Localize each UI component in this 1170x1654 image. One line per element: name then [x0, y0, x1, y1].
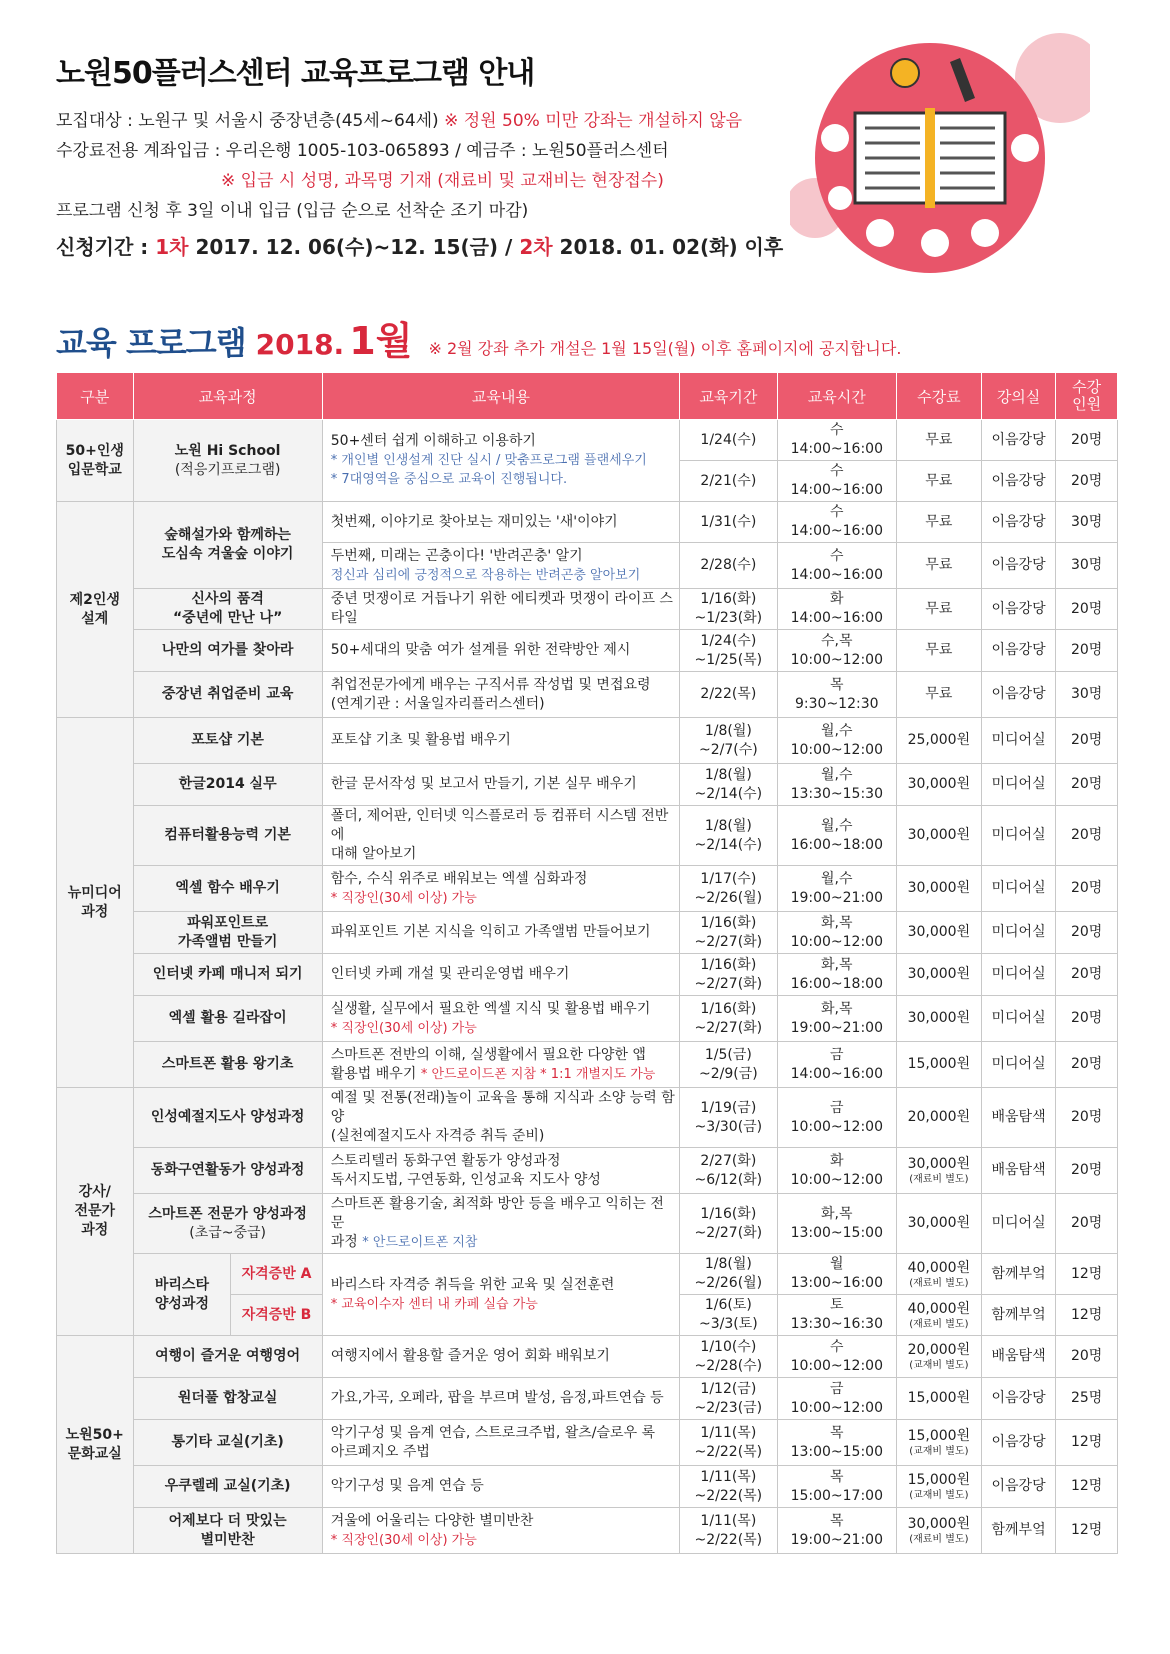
- fee: 30,000원: [896, 954, 981, 996]
- time: 월,수 19:00~21:00: [777, 866, 896, 912]
- desc-text: 스마트폰 활용기술, 최적화 방안 등을 배우고 익히는 전문: [330, 1196, 664, 1231]
- period: 1/11(목) ~2/22(목): [679, 1508, 777, 1554]
- course-desc: [322, 1254, 679, 1336]
- table-row: [57, 420, 1118, 461]
- course-desc: 악기구성 및 음계 연습, 스트로크주법, 왈츠/슬로우 록 아르페지오 주법: [322, 1420, 679, 1466]
- capacity: 20명: [1056, 420, 1118, 461]
- table-row: [57, 589, 1118, 630]
- time: 화,목 19:00~21:00: [777, 996, 896, 1042]
- desc-note: * 개인별 인생설계 진단 실시 / 맞춤프로그램 플랜세우기: [330, 453, 647, 468]
- deposit-line: 프로그램 신청 후 3일 이내 입금 (입금 순으로 선착순 조기 마감): [56, 201, 529, 221]
- fee: 30,000원: [896, 996, 981, 1042]
- desc-note: * 직장인(30세 이상) 가능: [330, 1532, 477, 1548]
- room: 함께부엌: [981, 1508, 1055, 1554]
- capacity: 12명: [1056, 1295, 1118, 1336]
- course-name: 엑셀 활용 길라잡이: [133, 996, 322, 1042]
- fee: 30,000원: [896, 1194, 981, 1254]
- course-desc: 스토리텔러 동화구연 활동가 양성과정 독서지도법, 구연동화, 인성교육 지도사 양성: [322, 1148, 679, 1194]
- capacity: 20명: [1056, 1042, 1118, 1088]
- room: 미디어실: [981, 996, 1055, 1042]
- desc-note: * 직장인(30세 이상) 가능: [330, 1020, 477, 1036]
- room: 이음강당: [981, 502, 1055, 543]
- capacity: 20명: [1056, 996, 1118, 1042]
- course-name: 인성예절지도사 양성과정: [133, 1088, 322, 1148]
- period: 1/17(수) ~2/26(월): [679, 866, 777, 912]
- fee-note: (재료비 별도): [909, 1277, 969, 1289]
- capacity: 20명: [1056, 912, 1118, 954]
- table-row: [57, 1378, 1118, 1420]
- room: 미디어실: [981, 1194, 1055, 1254]
- desc-note: * 7대영역을 중심으로 교육이 진행됩니다.: [330, 472, 568, 487]
- table-row: [57, 1148, 1118, 1194]
- room: 배움탐색: [981, 1336, 1055, 1378]
- course-name: [133, 1194, 322, 1254]
- capacity: 20명: [1056, 954, 1118, 996]
- capacity: 12명: [1056, 1254, 1118, 1295]
- table-row: [57, 672, 1118, 718]
- round1-dates: 2017. 12. 06(수)~12. 15(금) /: [195, 235, 513, 259]
- time: 화,목 10:00~12:00: [777, 912, 896, 954]
- table-row: [57, 1336, 1118, 1378]
- time: 토 13:30~16:30: [777, 1295, 896, 1336]
- col-content: 교육내용: [322, 373, 679, 420]
- table-row: [57, 806, 1118, 866]
- time: 화,목 16:00~18:00: [777, 954, 896, 996]
- course-desc: [322, 1042, 679, 1088]
- course-title: 노원 Hi School: [174, 442, 281, 459]
- person-icon: [866, 219, 894, 247]
- desc-note: * 직장인(30세 이상) 가능: [330, 890, 477, 906]
- period: 1/24(수): [679, 420, 777, 461]
- period: 2/22(목): [679, 672, 777, 718]
- col-category: 구분: [57, 373, 134, 420]
- target-label: 모집대상 : 노원구 및 서울시 중장년층(45세~64세): [56, 111, 439, 131]
- course-title: 스마트폰 전문가 양성과정: [148, 1205, 307, 1222]
- target-line: [56, 106, 816, 136]
- round2-label: 2차: [519, 235, 553, 259]
- subtitle-month: 1월: [349, 319, 413, 363]
- capacity: 20명: [1056, 718, 1118, 764]
- fee: 20,000원: [896, 1088, 981, 1148]
- course-name: 어제보다 더 맛있는 별미반찬: [133, 1508, 322, 1554]
- time: 수 14:00~16:00: [777, 461, 896, 502]
- room: 이음강당: [981, 1378, 1055, 1420]
- room: 함께부엌: [981, 1254, 1055, 1295]
- period: 1/16(화) ~2/27(화): [679, 1194, 777, 1254]
- group-label: 노원50+ 문화교실: [57, 1336, 134, 1554]
- fee-note: (교재비 별도): [909, 1446, 969, 1457]
- course-name: 숲해설가와 함께하는 도심속 겨울숲 이야기: [133, 502, 322, 589]
- fee: 30,000원: [896, 912, 981, 954]
- capacity: 30명: [1056, 672, 1118, 718]
- globe-icon: [891, 59, 919, 87]
- fee: [896, 1508, 981, 1554]
- course-name: 파워포인트로 가족앨범 만들기: [133, 912, 322, 954]
- subtitle-note: ※ 2월 강좌 추가 개설은 1월 15일(월) 이후 홈페이지에 공지합니다.: [428, 339, 902, 358]
- application-period: [56, 230, 816, 264]
- time: 수 10:00~12:00: [777, 1336, 896, 1378]
- person-icon: [828, 186, 852, 210]
- fee-note: (재료비 별도): [909, 1534, 969, 1545]
- capacity: 20명: [1056, 461, 1118, 502]
- group-label: 제2인생 설계: [57, 502, 134, 718]
- period: 2/27(화) ~6/12(화): [679, 1148, 777, 1194]
- period: 1/24(수) ~1/25(목): [679, 630, 777, 672]
- course-name: 중장년 취업준비 교육: [133, 672, 322, 718]
- desc-text: 50+센터 쉽게 이해하고 이용하기: [330, 433, 536, 449]
- fee: 25,000원: [896, 718, 981, 764]
- course-name: 신사의 품격 “중년에 만난 나”: [133, 589, 322, 630]
- course-name: 우쿠렐레 교실(기초): [133, 1466, 322, 1508]
- course-desc: 50+세대의 맞춤 여가 설계를 위한 전략방안 제시: [322, 630, 679, 672]
- room: 이음강당: [981, 672, 1055, 718]
- table-row: [57, 1466, 1118, 1508]
- time: 수 14:00~16:00: [777, 502, 896, 543]
- fee-value: 20,000원: [907, 1342, 971, 1358]
- course-desc: 중년 멋쟁이로 거듭나기 위한 에티켓과 멋쟁이 라이프 스타일: [322, 589, 679, 630]
- time: 화 10:00~12:00: [777, 1148, 896, 1194]
- period: 1/6(토) ~3/3(토): [679, 1295, 777, 1336]
- period: 1/8(월) ~2/14(수): [679, 764, 777, 806]
- period: 1/11(목) ~2/22(목): [679, 1466, 777, 1508]
- course-desc: 인터넷 카페 개설 및 관리운영법 배우기: [322, 954, 679, 996]
- capacity: 20명: [1056, 589, 1118, 630]
- fee-value: 40,000원: [907, 1300, 971, 1317]
- fee: 30,000원: [896, 764, 981, 806]
- time: 월,수 13:30~15:30: [777, 764, 896, 806]
- time: 금 10:00~12:00: [777, 1088, 896, 1148]
- col-course: 교육과정: [133, 373, 322, 420]
- col-capacity: 수강 인원: [1056, 373, 1118, 420]
- time: 월,수 16:00~18:00: [777, 806, 896, 866]
- course-desc: 한글 문서작성 및 보고서 만들기, 기본 실무 배우기: [322, 764, 679, 806]
- table-row: [57, 912, 1118, 954]
- course-name: 바리스타 양성과정: [133, 1254, 231, 1336]
- capacity: 20명: [1056, 764, 1118, 806]
- fee: 무료: [896, 589, 981, 630]
- period: 1/12(금) ~2/23(금): [679, 1378, 777, 1420]
- account-note: ※ 입금 시 성명, 과목명 기재 (재료비 및 교재비는 현장접수): [221, 171, 664, 191]
- course-desc: 취업전문가에게 배우는 구직서류 작성법 및 면접요령 (연계기관 : 서울일자리플러스센터): [322, 672, 679, 718]
- course-name: 포토샵 기본: [133, 718, 322, 764]
- time: 수 14:00~16:00: [777, 543, 896, 589]
- page-title: 노원50플러스센터 교육프로그램 안내: [56, 56, 535, 91]
- room: 미디어실: [981, 954, 1055, 996]
- fee-value: 30,000원: [907, 1516, 971, 1532]
- time: 월 13:00~16:00: [777, 1254, 896, 1295]
- table-header: [57, 373, 1118, 420]
- table-row: [57, 630, 1118, 672]
- period: 1/8(월) ~2/7(수): [679, 718, 777, 764]
- table-row: [57, 866, 1118, 912]
- fee: [896, 1254, 981, 1295]
- period: 1/16(화) ~2/27(화): [679, 954, 777, 996]
- course-desc: [322, 1508, 679, 1554]
- capacity: 12명: [1056, 1466, 1118, 1508]
- course-name: 나만의 여가를 찾아라: [133, 630, 322, 672]
- capacity: 12명: [1056, 1420, 1118, 1466]
- room: 이음강당: [981, 543, 1055, 589]
- course-name: 통기타 교실(기초): [133, 1420, 322, 1466]
- room: 이음강당: [981, 461, 1055, 502]
- group-label: 50+인생 입문학교: [57, 420, 134, 502]
- time: 화,목 13:00~15:00: [777, 1194, 896, 1254]
- room: 미디어실: [981, 764, 1055, 806]
- period: 1/8(월) ~2/26(월): [679, 1254, 777, 1295]
- capacity: 20명: [1056, 1336, 1118, 1378]
- group-label: 뉴미디어 과정: [57, 718, 134, 1088]
- time: 목 13:00~15:00: [777, 1420, 896, 1466]
- fee: [896, 1148, 981, 1194]
- round1-label: 1차: [155, 235, 189, 259]
- fee: 무료: [896, 461, 981, 502]
- desc-text: 두번째, 미래는 곤충이다! '반려곤충' 알기: [330, 547, 583, 564]
- person-icon: [1011, 134, 1039, 162]
- room: 이음강당: [981, 589, 1055, 630]
- course-name: 동화구연활동가 양성과정: [133, 1148, 322, 1194]
- fee: [896, 1466, 981, 1508]
- course-subname: 자격증반 A: [231, 1254, 322, 1295]
- fee-note: (교재비 별도): [909, 1490, 969, 1501]
- course-name: 원더풀 합창교실: [133, 1378, 322, 1420]
- time: 월,수 10:00~12:00: [777, 718, 896, 764]
- course-name: 엑셀 함수 배우기: [133, 866, 322, 912]
- table-row: [57, 1420, 1118, 1466]
- course-desc: [322, 1194, 679, 1254]
- course-desc: 여행지에서 활용할 즐거운 영어 회화 배워보기: [322, 1336, 679, 1378]
- course-subtitle: (초급~중급): [189, 1224, 267, 1241]
- capacity: 20명: [1056, 1194, 1118, 1254]
- desc-text: 과정: [330, 1234, 358, 1250]
- capacity: 20명: [1056, 630, 1118, 672]
- time: 수 14:00~16:00: [777, 420, 896, 461]
- room: 미디어실: [981, 806, 1055, 866]
- course-name: 인터넷 카페 매니저 되기: [133, 954, 322, 996]
- group-label: 강사/ 전문가 과정: [57, 1088, 134, 1336]
- time: 목 19:00~21:00: [777, 1508, 896, 1554]
- fee: [896, 1420, 981, 1466]
- desc-note: 정신과 심리에 긍정적으로 작용하는 반려곤충 알아보기: [330, 567, 641, 583]
- fee: 15,000원: [896, 1378, 981, 1420]
- time: 금 14:00~16:00: [777, 1042, 896, 1088]
- book-illustration: [790, 28, 1090, 278]
- subtitle-label: 교육 프로그램: [56, 324, 246, 362]
- time: 화 14:00~16:00: [777, 589, 896, 630]
- course-desc: 포토샵 기초 및 활용법 배우기: [322, 718, 679, 764]
- desc-note: * 교육이수자 센터 내 카페 실습 가능: [330, 1296, 538, 1312]
- table-row: [57, 764, 1118, 806]
- period: 1/16(화) ~1/23(화): [679, 589, 777, 630]
- course-desc: 첫번째, 이야기로 찾아보는 재미있는 '새'이야기: [322, 502, 679, 543]
- desc-text: 겨울에 어울리는 다양한 별미반찬: [330, 1512, 534, 1529]
- fee-note: (재료비 별도): [909, 1174, 969, 1185]
- course-desc: [322, 420, 679, 502]
- period: 2/28(수): [679, 543, 777, 589]
- table-row: [57, 954, 1118, 996]
- room: 이음강당: [981, 1466, 1055, 1508]
- desc-note: * 안드로이드폰 지참 * 1:1 개별지도 가능: [420, 1066, 656, 1082]
- header: [56, 48, 816, 264]
- room: 미디어실: [981, 718, 1055, 764]
- fee: 무료: [896, 420, 981, 461]
- room: 함께부엌: [981, 1295, 1055, 1336]
- period: 1/16(화) ~2/27(화): [679, 996, 777, 1042]
- room: 미디어실: [981, 1042, 1055, 1088]
- course-desc: 가요,가곡, 오페라, 팝을 부르며 발성, 음정,파트연습 등: [322, 1378, 679, 1420]
- fee-value: 40,000원: [907, 1259, 971, 1276]
- fee: 30,000원: [896, 806, 981, 866]
- period: 1/8(월) ~2/14(수): [679, 806, 777, 866]
- fee: 무료: [896, 630, 981, 672]
- room: 미디어실: [981, 866, 1055, 912]
- col-time: 교육시간: [777, 373, 896, 420]
- fee: 무료: [896, 502, 981, 543]
- course-name: 여행이 즐거운 여행영어: [133, 1336, 322, 1378]
- capacity: 20명: [1056, 1088, 1118, 1148]
- room: 배움탐색: [981, 1088, 1055, 1148]
- table-row: [57, 1088, 1118, 1148]
- period: 1/16(화) ~2/27(화): [679, 912, 777, 954]
- desc-text: 활용법 배우기: [330, 1065, 417, 1082]
- time: 금 10:00~12:00: [777, 1378, 896, 1420]
- fee-value: 30,000원: [907, 1156, 971, 1172]
- room: 이음강당: [981, 630, 1055, 672]
- course-name: [133, 420, 322, 502]
- table-row: [57, 1042, 1118, 1088]
- capacity: 30명: [1056, 502, 1118, 543]
- fee-value: 15,000원: [907, 1472, 971, 1488]
- course-desc: 악기구성 및 음계 연습 등: [322, 1466, 679, 1508]
- room: 이음강당: [981, 420, 1055, 461]
- room: 이음강당: [981, 1420, 1055, 1466]
- period: 1/19(금) ~3/30(금): [679, 1088, 777, 1148]
- capacity: 25명: [1056, 1378, 1118, 1420]
- target-note: ※ 정원 50% 미만 강좌는 개설하지 않음: [444, 111, 743, 131]
- desc-note: * 안드로이트폰 지참: [362, 1235, 478, 1250]
- fee-note: (재료비 별도): [909, 1318, 969, 1330]
- period: 1/11(목) ~2/22(목): [679, 1420, 777, 1466]
- subtitle-year: 2018.: [255, 328, 345, 361]
- desc-text: 함수, 수식 위주로 배워보는 엑셀 심화과정: [330, 870, 588, 887]
- course-desc: [322, 543, 679, 589]
- period: 1/5(금) ~2/9(금): [679, 1042, 777, 1088]
- bookmark: [925, 108, 935, 208]
- table-row: [57, 1254, 1118, 1295]
- course-desc: 파워포인트 기본 지식을 익히고 가족앨범 만들어보기: [322, 912, 679, 954]
- fee: 무료: [896, 672, 981, 718]
- col-fee: 수강료: [896, 373, 981, 420]
- table-row: [57, 996, 1118, 1042]
- period: 2/21(수): [679, 461, 777, 502]
- time: 목 9:30~12:30: [777, 672, 896, 718]
- room: 배움탐색: [981, 1148, 1055, 1194]
- desc-text: 스마트폰 전반의 이해, 실생활에서 필요한 다양한 앱: [330, 1046, 646, 1063]
- account-line: 수강료전용 계좌입금 : 우리은행 1005-103-065893 / 예금주 : 노원50플러스센터: [56, 141, 669, 161]
- period: 1/10(수) ~2/28(수): [679, 1336, 777, 1378]
- capacity: 20명: [1056, 1148, 1118, 1194]
- fee: [896, 1295, 981, 1336]
- period: 1/31(수): [679, 502, 777, 543]
- room: 미디어실: [981, 912, 1055, 954]
- fee: 30,000원: [896, 866, 981, 912]
- table-row: [57, 718, 1118, 764]
- period-label: 신청기간 :: [56, 235, 149, 259]
- desc-text: 바리스타 자격증 취득을 위한 교육 및 실전훈련: [330, 1276, 615, 1293]
- course-desc: [322, 866, 679, 912]
- col-room: 강의실: [981, 373, 1055, 420]
- course-name: 스마트폰 활용 왕기초: [133, 1042, 322, 1088]
- fee-value: 15,000원: [907, 1428, 971, 1444]
- fee: 무료: [896, 543, 981, 589]
- table-row: [57, 1508, 1118, 1554]
- course-desc: [322, 996, 679, 1042]
- program-table: [56, 372, 1118, 1554]
- desc-text: 실생활, 실무에서 필요한 엑셀 지식 및 활용법 배우기: [330, 1000, 651, 1017]
- round2-dates: 2018. 01. 02(화) 이후: [559, 235, 784, 259]
- course-desc: 예절 및 전통(전래)놀이 교육을 통해 지식과 소양 능력 함양 (실천예절지도사 자격증 취득 준비): [322, 1088, 679, 1148]
- fee: 15,000원: [896, 1042, 981, 1088]
- table-row: [57, 502, 1118, 543]
- person-icon: [971, 219, 999, 247]
- course-subtitle: (적응기프로그램): [174, 461, 281, 478]
- person-icon: [921, 229, 949, 257]
- person-icon: [821, 124, 849, 152]
- section-subtitle: [56, 310, 1116, 365]
- capacity: 20명: [1056, 866, 1118, 912]
- course-desc: 폴더, 제어판, 인터넷 익스플로러 등 컴퓨터 시스템 전반에 대해 알아보기: [322, 806, 679, 866]
- course-name: 컴퓨터활용능력 기본: [133, 806, 322, 866]
- fee-note: (교재비 별도): [909, 1360, 969, 1371]
- time: 수,목 10:00~12:00: [777, 630, 896, 672]
- capacity: 30명: [1056, 543, 1118, 589]
- table-row: [57, 1194, 1118, 1254]
- capacity: 20명: [1056, 806, 1118, 866]
- course-subname: 자격증반 B: [231, 1295, 322, 1336]
- capacity: 12명: [1056, 1508, 1118, 1554]
- time: 목 15:00~17:00: [777, 1466, 896, 1508]
- col-period: 교육기간: [679, 373, 777, 420]
- course-name: 한글2014 실무: [133, 764, 322, 806]
- fee: [896, 1336, 981, 1378]
